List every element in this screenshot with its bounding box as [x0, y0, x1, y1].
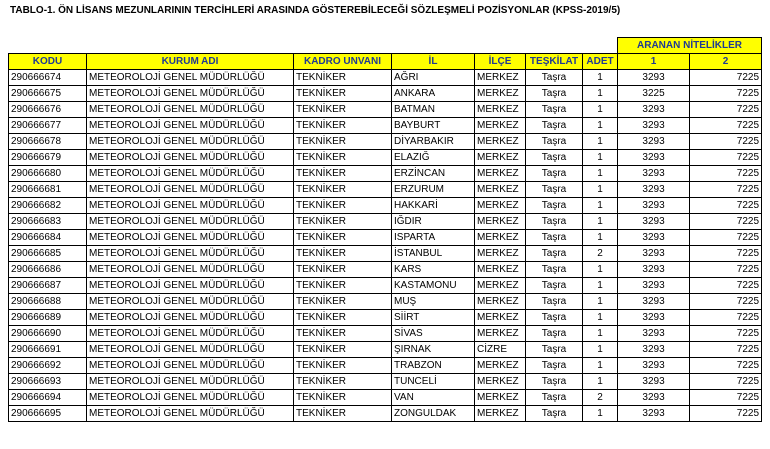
cell-nitelik-1: 3293: [618, 166, 690, 182]
cell-kurum-adi: METEOROLOJİ GENEL MÜDÜRLÜĞÜ: [87, 294, 294, 310]
header-kodu: KODU: [9, 54, 87, 70]
cell-kodu: 290666680: [9, 166, 87, 182]
cell-il: BATMAN: [392, 102, 475, 118]
cell-adet: 1: [583, 374, 618, 390]
cell-il: KARS: [392, 262, 475, 278]
cell-kodu: 290666688: [9, 294, 87, 310]
cell-kadro-unvani: TEKNİKER: [294, 278, 392, 294]
cell-nitelik-1: 3293: [618, 70, 690, 86]
table-row: [9, 118, 762, 134]
cell-il: VAN: [392, 390, 475, 406]
cell-nitelik-1: 3293: [618, 134, 690, 150]
cell-kodu: 290666695: [9, 406, 87, 422]
cell-ilce: MERKEZ: [475, 374, 526, 390]
cell-nitelik-1: 3293: [618, 230, 690, 246]
page-title: TABLO-1. ÖN LİSANS MEZUNLARININ TERCİHLERİ ARASINDA GÖSTEREBİLECEĞİ SÖZLEŞMELİ POZİSYONLAR (KPSS-2019/5): [10, 5, 621, 16]
cell-nitelik-2: 7225: [690, 166, 762, 182]
cell-teskilat: Taşra: [526, 326, 583, 342]
cell-ilce: MERKEZ: [475, 358, 526, 374]
cell-nitelik-1: 3293: [618, 374, 690, 390]
cell-ilce: MERKEZ: [475, 294, 526, 310]
cell-adet: 1: [583, 326, 618, 342]
cell-teskilat: Taşra: [526, 86, 583, 102]
cell-nitelik-2: 7225: [690, 230, 762, 246]
cell-kodu: 290666694: [9, 390, 87, 406]
table-row: [9, 310, 762, 326]
cell-nitelik-2: 7225: [690, 374, 762, 390]
cell-kadro-unvani: TEKNİKER: [294, 342, 392, 358]
cell-ilce: MERKEZ: [475, 246, 526, 262]
cell-nitelik-1: 3293: [618, 326, 690, 342]
table-row: [9, 102, 762, 118]
cell-kadro-unvani: TEKNİKER: [294, 214, 392, 230]
table-row: [9, 214, 762, 230]
cell-il: IĞDIR: [392, 214, 475, 230]
cell-nitelik-2: 7225: [690, 246, 762, 262]
cell-adet: 1: [583, 310, 618, 326]
cell-il: HAKKARİ: [392, 198, 475, 214]
cell-adet: 1: [583, 182, 618, 198]
cell-nitelik-2: 7225: [690, 358, 762, 374]
cell-kadro-unvani: TEKNİKER: [294, 150, 392, 166]
cell-kodu: 290666678: [9, 134, 87, 150]
cell-teskilat: Taşra: [526, 390, 583, 406]
cell-kadro-unvani: TEKNİKER: [294, 326, 392, 342]
table-row: [9, 262, 762, 278]
cell-nitelik-2: 7225: [690, 406, 762, 422]
cell-adet: 1: [583, 214, 618, 230]
cell-adet: 1: [583, 294, 618, 310]
cell-ilce: MERKEZ: [475, 86, 526, 102]
cell-il: ISPARTA: [392, 230, 475, 246]
header-teskilat: TEŞKİLAT: [526, 54, 583, 70]
cell-nitelik-1: 3293: [618, 214, 690, 230]
cell-teskilat: Taşra: [526, 246, 583, 262]
cell-nitelik-1: 3293: [618, 262, 690, 278]
cell-nitelik-2: 7225: [690, 262, 762, 278]
cell-adet: 1: [583, 86, 618, 102]
cell-ilce: CİZRE: [475, 342, 526, 358]
cell-kurum-adi: METEOROLOJİ GENEL MÜDÜRLÜĞÜ: [87, 326, 294, 342]
cell-nitelik-2: 7225: [690, 198, 762, 214]
cell-il: BAYBURT: [392, 118, 475, 134]
cell-kodu: 290666677: [9, 118, 87, 134]
cell-kodu: 290666674: [9, 70, 87, 86]
cell-kurum-adi: METEOROLOJİ GENEL MÜDÜRLÜĞÜ: [87, 374, 294, 390]
cell-adet: 1: [583, 342, 618, 358]
cell-nitelik-2: 7225: [690, 86, 762, 102]
cell-kurum-adi: METEOROLOJİ GENEL MÜDÜRLÜĞÜ: [87, 150, 294, 166]
cell-il: ERZURUM: [392, 182, 475, 198]
cell-il: ŞIRNAK: [392, 342, 475, 358]
table-row: [9, 230, 762, 246]
cell-kadro-unvani: TEKNİKER: [294, 134, 392, 150]
cell-adet: 1: [583, 358, 618, 374]
cell-teskilat: Taşra: [526, 70, 583, 86]
cell-kodu: 290666679: [9, 150, 87, 166]
cell-nitelik-2: 7225: [690, 70, 762, 86]
cell-nitelik-1: 3293: [618, 358, 690, 374]
cell-nitelik-2: 7225: [690, 214, 762, 230]
cell-kadro-unvani: TEKNİKER: [294, 198, 392, 214]
group-header-row: [9, 38, 762, 54]
table-row: [9, 150, 762, 166]
cell-kodu: 290666687: [9, 278, 87, 294]
cell-ilce: MERKEZ: [475, 326, 526, 342]
table-row: [9, 86, 762, 102]
cell-nitelik-2: 7225: [690, 102, 762, 118]
cell-il: AĞRI: [392, 70, 475, 86]
cell-kadro-unvani: TEKNİKER: [294, 262, 392, 278]
table-row: [9, 358, 762, 374]
table-row: [9, 246, 762, 262]
header-il: İL: [392, 54, 475, 70]
cell-il: SİİRT: [392, 310, 475, 326]
cell-teskilat: Taşra: [526, 134, 583, 150]
cell-ilce: MERKEZ: [475, 70, 526, 86]
header-nitelik-1: 1: [618, 54, 690, 70]
cell-ilce: MERKEZ: [475, 406, 526, 422]
table-row: [9, 278, 762, 294]
cell-ilce: MERKEZ: [475, 278, 526, 294]
cell-adet: 1: [583, 150, 618, 166]
cell-adet: 1: [583, 278, 618, 294]
cell-nitelik-1: 3293: [618, 182, 690, 198]
cell-kadro-unvani: TEKNİKER: [294, 390, 392, 406]
cell-kadro-unvani: TEKNİKER: [294, 358, 392, 374]
cell-kodu: 290666685: [9, 246, 87, 262]
cell-teskilat: Taşra: [526, 166, 583, 182]
cell-teskilat: Taşra: [526, 310, 583, 326]
table-row: [9, 182, 762, 198]
cell-nitelik-1: 3293: [618, 198, 690, 214]
cell-teskilat: Taşra: [526, 198, 583, 214]
cell-kadro-unvani: TEKNİKER: [294, 182, 392, 198]
cell-nitelik-2: 7225: [690, 134, 762, 150]
cell-ilce: MERKEZ: [475, 102, 526, 118]
cell-teskilat: Taşra: [526, 342, 583, 358]
cell-nitelik-1: 3293: [618, 342, 690, 358]
cell-ilce: MERKEZ: [475, 198, 526, 214]
cell-kurum-adi: METEOROLOJİ GENEL MÜDÜRLÜĞÜ: [87, 182, 294, 198]
header-aranan-nitelikler: ARANAN NİTELİKLER: [618, 38, 762, 54]
cell-kodu: 290666683: [9, 214, 87, 230]
cell-kurum-adi: METEOROLOJİ GENEL MÜDÜRLÜĞÜ: [87, 70, 294, 86]
cell-ilce: MERKEZ: [475, 118, 526, 134]
table-row: [9, 198, 762, 214]
cell-nitelik-1: 3293: [618, 310, 690, 326]
cell-kodu: 290666676: [9, 102, 87, 118]
cell-il: MUŞ: [392, 294, 475, 310]
cell-kurum-adi: METEOROLOJİ GENEL MÜDÜRLÜĞÜ: [87, 358, 294, 374]
cell-kodu: 290666686: [9, 262, 87, 278]
cell-adet: 1: [583, 406, 618, 422]
cell-kurum-adi: METEOROLOJİ GENEL MÜDÜRLÜĞÜ: [87, 230, 294, 246]
cell-teskilat: Taşra: [526, 406, 583, 422]
cell-kadro-unvani: TEKNİKER: [294, 230, 392, 246]
cell-kadro-unvani: TEKNİKER: [294, 70, 392, 86]
cell-il: İSTANBUL: [392, 246, 475, 262]
cell-nitelik-2: 7225: [690, 326, 762, 342]
cell-il: ZONGULDAK: [392, 406, 475, 422]
cell-kadro-unvani: TEKNİKER: [294, 310, 392, 326]
table-row: [9, 326, 762, 342]
cell-kadro-unvani: TEKNİKER: [294, 374, 392, 390]
cell-kurum-adi: METEOROLOJİ GENEL MÜDÜRLÜĞÜ: [87, 102, 294, 118]
cell-kadro-unvani: TEKNİKER: [294, 246, 392, 262]
cell-il: SİVAS: [392, 326, 475, 342]
header-spacer: [9, 38, 618, 54]
cell-kodu: 290666681: [9, 182, 87, 198]
cell-kurum-adi: METEOROLOJİ GENEL MÜDÜRLÜĞÜ: [87, 166, 294, 182]
cell-nitelik-2: 7225: [690, 310, 762, 326]
cell-il: KASTAMONU: [392, 278, 475, 294]
cell-il: TRABZON: [392, 358, 475, 374]
cell-adet: 1: [583, 118, 618, 134]
cell-adet: 1: [583, 230, 618, 246]
cell-il: ERZİNCAN: [392, 166, 475, 182]
table-body: [9, 70, 762, 422]
cell-nitelik-2: 7225: [690, 278, 762, 294]
table-row: [9, 134, 762, 150]
cell-kurum-adi: METEOROLOJİ GENEL MÜDÜRLÜĞÜ: [87, 262, 294, 278]
cell-il: TUNCELİ: [392, 374, 475, 390]
cell-kodu: 290666690: [9, 326, 87, 342]
cell-adet: 1: [583, 134, 618, 150]
cell-adet: 1: [583, 198, 618, 214]
cell-teskilat: Taşra: [526, 182, 583, 198]
cell-ilce: MERKEZ: [475, 230, 526, 246]
cell-kurum-adi: METEOROLOJİ GENEL MÜDÜRLÜĞÜ: [87, 86, 294, 102]
cell-adet: 2: [583, 390, 618, 406]
cell-teskilat: Taşra: [526, 262, 583, 278]
cell-kurum-adi: METEOROLOJİ GENEL MÜDÜRLÜĞÜ: [87, 214, 294, 230]
table-row: [9, 166, 762, 182]
cell-teskilat: Taşra: [526, 214, 583, 230]
cell-teskilat: Taşra: [526, 294, 583, 310]
cell-nitelik-1: 3225: [618, 86, 690, 102]
cell-teskilat: Taşra: [526, 278, 583, 294]
cell-teskilat: Taşra: [526, 102, 583, 118]
positions-table: [8, 37, 762, 422]
cell-nitelik-2: 7225: [690, 150, 762, 166]
cell-nitelik-1: 3293: [618, 102, 690, 118]
cell-kadro-unvani: TEKNİKER: [294, 166, 392, 182]
table-row: [9, 406, 762, 422]
cell-kadro-unvani: TEKNİKER: [294, 294, 392, 310]
cell-kurum-adi: METEOROLOJİ GENEL MÜDÜRLÜĞÜ: [87, 310, 294, 326]
cell-adet: 1: [583, 70, 618, 86]
cell-kurum-adi: METEOROLOJİ GENEL MÜDÜRLÜĞÜ: [87, 278, 294, 294]
cell-teskilat: Taşra: [526, 358, 583, 374]
cell-nitelik-1: 3293: [618, 406, 690, 422]
cell-kadro-unvani: TEKNİKER: [294, 406, 392, 422]
cell-nitelik-1: 3293: [618, 278, 690, 294]
cell-kodu: 290666691: [9, 342, 87, 358]
cell-kodu: 290666689: [9, 310, 87, 326]
table-row: [9, 390, 762, 406]
cell-ilce: MERKEZ: [475, 310, 526, 326]
cell-kodu: 290666693: [9, 374, 87, 390]
cell-kodu: 290666692: [9, 358, 87, 374]
header-kurum-adi: KURUM ADI: [87, 54, 294, 70]
header-ilce: İLÇE: [475, 54, 526, 70]
cell-ilce: MERKEZ: [475, 214, 526, 230]
cell-kodu: 290666675: [9, 86, 87, 102]
cell-ilce: MERKEZ: [475, 150, 526, 166]
header-kadro-unvani: KADRO UNVANI: [294, 54, 392, 70]
cell-nitelik-1: 3293: [618, 150, 690, 166]
cell-nitelik-1: 3293: [618, 294, 690, 310]
cell-kurum-adi: METEOROLOJİ GENEL MÜDÜRLÜĞÜ: [87, 246, 294, 262]
cell-kadro-unvani: TEKNİKER: [294, 102, 392, 118]
cell-kadro-unvani: TEKNİKER: [294, 118, 392, 134]
cell-adet: 1: [583, 262, 618, 278]
cell-teskilat: Taşra: [526, 150, 583, 166]
cell-nitelik-1: 3293: [618, 390, 690, 406]
column-header-row: [9, 54, 762, 70]
cell-kodu: 290666684: [9, 230, 87, 246]
cell-il: DİYARBAKIR: [392, 134, 475, 150]
cell-adet: 1: [583, 102, 618, 118]
cell-nitelik-2: 7225: [690, 118, 762, 134]
cell-ilce: MERKEZ: [475, 134, 526, 150]
table-row: [9, 342, 762, 358]
table-row: [9, 70, 762, 86]
cell-il: ANKARA: [392, 86, 475, 102]
table-row: [9, 294, 762, 310]
cell-kurum-adi: METEOROLOJİ GENEL MÜDÜRLÜĞÜ: [87, 390, 294, 406]
header-adet: ADET: [583, 54, 618, 70]
cell-teskilat: Taşra: [526, 118, 583, 134]
cell-kurum-adi: METEOROLOJİ GENEL MÜDÜRLÜĞÜ: [87, 118, 294, 134]
cell-ilce: MERKEZ: [475, 166, 526, 182]
cell-teskilat: Taşra: [526, 230, 583, 246]
cell-kurum-adi: METEOROLOJİ GENEL MÜDÜRLÜĞÜ: [87, 342, 294, 358]
table-row: [9, 374, 762, 390]
cell-nitelik-1: 3293: [618, 246, 690, 262]
cell-kadro-unvani: TEKNİKER: [294, 86, 392, 102]
cell-nitelik-2: 7225: [690, 342, 762, 358]
cell-nitelik-2: 7225: [690, 390, 762, 406]
cell-nitelik-2: 7225: [690, 294, 762, 310]
cell-ilce: MERKEZ: [475, 262, 526, 278]
cell-nitelik-2: 7225: [690, 182, 762, 198]
cell-kurum-adi: METEOROLOJİ GENEL MÜDÜRLÜĞÜ: [87, 134, 294, 150]
cell-nitelik-1: 3293: [618, 118, 690, 134]
cell-teskilat: Taşra: [526, 374, 583, 390]
header-nitelik-2: 2: [690, 54, 762, 70]
cell-kurum-adi: METEOROLOJİ GENEL MÜDÜRLÜĞÜ: [87, 406, 294, 422]
cell-ilce: MERKEZ: [475, 390, 526, 406]
cell-adet: 2: [583, 246, 618, 262]
cell-il: ELAZIĞ: [392, 150, 475, 166]
cell-ilce: MERKEZ: [475, 182, 526, 198]
cell-kodu: 290666682: [9, 198, 87, 214]
cell-adet: 1: [583, 166, 618, 182]
cell-kurum-adi: METEOROLOJİ GENEL MÜDÜRLÜĞÜ: [87, 198, 294, 214]
